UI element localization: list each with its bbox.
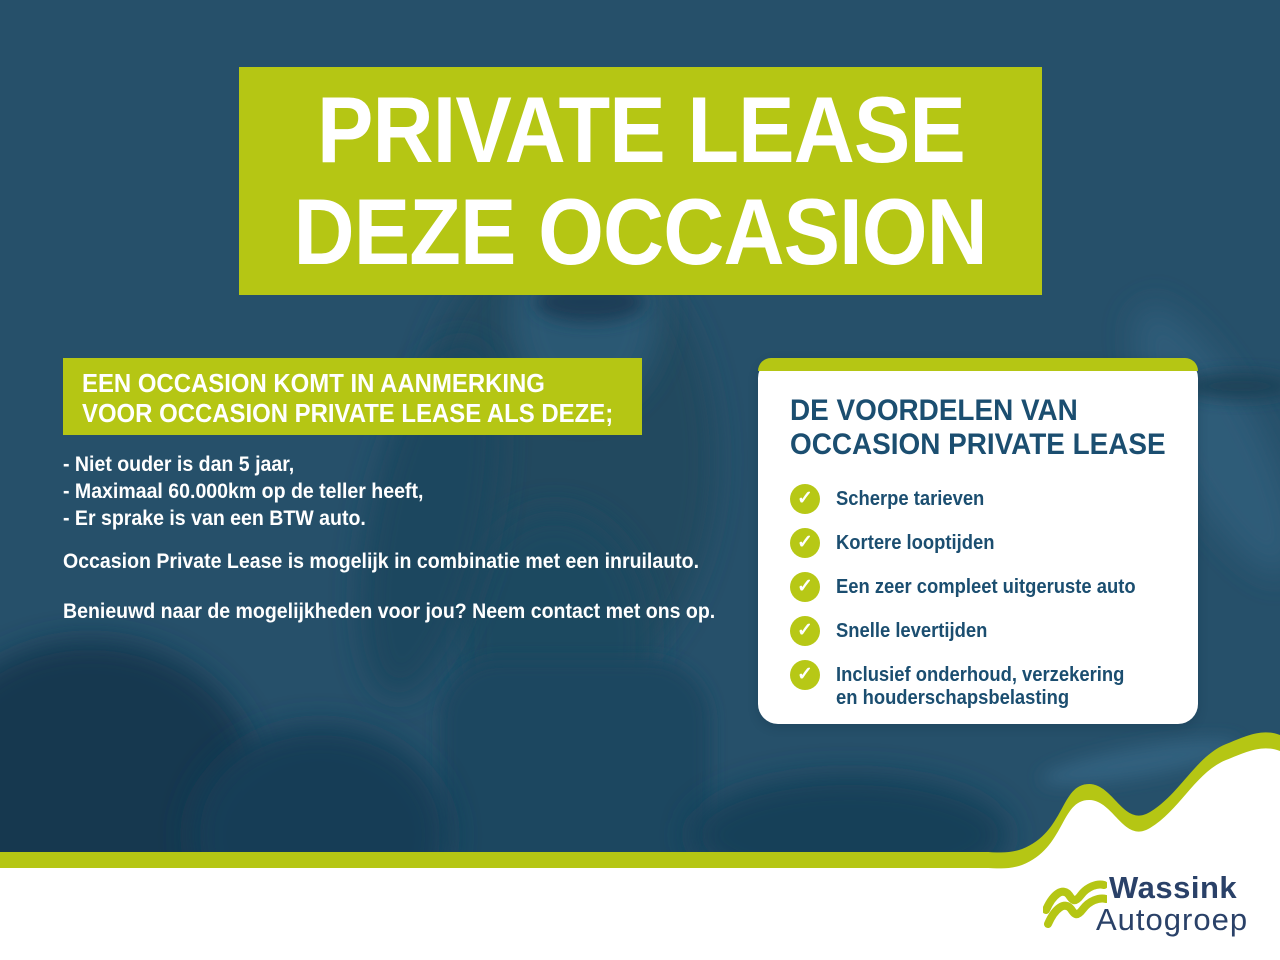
benefit-label-line2: en houderschapsbelasting xyxy=(836,687,1070,709)
card-title-line1: DE VOORDELEN VAN xyxy=(790,394,1078,427)
combination-note: Occasion Private Lease is mogelijk in combinatie met een inruilauto. xyxy=(63,550,700,573)
logo-text xyxy=(1096,870,1249,937)
qualifier-line2: VOOR OCCASION PRIVATE LEASE ALS DEZE; xyxy=(82,398,614,428)
check-glyph: ✓ xyxy=(797,620,813,641)
check-icon xyxy=(790,484,820,514)
check-glyph: ✓ xyxy=(797,532,813,553)
conditions-copy xyxy=(63,451,764,625)
benefit-item xyxy=(790,528,1178,558)
contact-note: Benieuwd naar de mogelijkheden voor jou? Neem contact met ons op. xyxy=(63,600,716,623)
qualifier-line1: EEN OCCASION KOMT IN AANMERKING xyxy=(82,368,545,398)
benefit-label: Snelle levertijden xyxy=(836,620,988,642)
benefit-label: Kortere looptijden xyxy=(836,532,995,554)
condition-item: - Niet ouder is dan 5 jaar, xyxy=(63,453,295,476)
check-icon xyxy=(790,616,820,646)
condition-item: - Maximaal 60.000km op de teller heeft, xyxy=(63,480,424,503)
check-icon xyxy=(790,660,820,690)
qualifier-banner xyxy=(63,358,642,435)
check-icon xyxy=(790,528,820,558)
benefit-label: Scherpe tarieven xyxy=(836,488,985,510)
benefit-item xyxy=(790,484,1178,514)
logo-name: Wassink xyxy=(1109,870,1238,905)
check-icon xyxy=(790,572,820,602)
benefit-item xyxy=(790,616,1178,646)
check-glyph: ✓ xyxy=(797,664,813,685)
card-title xyxy=(790,394,1166,462)
benefit-item xyxy=(790,660,1178,710)
hero-title-line2: DEZE OCCASION xyxy=(293,179,988,284)
card-title-line2: OCCASION PRIVATE LEASE xyxy=(790,428,1166,461)
hero-title-line1: PRIVATE LEASE xyxy=(316,77,965,182)
benefits-card xyxy=(758,358,1198,724)
wassink-autogroep-logo xyxy=(1043,872,1253,944)
condition-item: - Er sprake is van een BTW auto. xyxy=(63,507,366,530)
benefit-item xyxy=(790,572,1178,602)
check-glyph: ✓ xyxy=(797,576,813,597)
benefit-label: Een zeer compleet uitgeruste auto xyxy=(836,576,1136,598)
benefit-label: Inclusief onderhoud, verzekering xyxy=(836,664,1125,686)
logo-suffix: Autogroep xyxy=(1096,902,1249,937)
check-glyph: ✓ xyxy=(797,488,813,509)
hero-banner xyxy=(239,67,1042,295)
card-body xyxy=(790,394,1178,724)
card-accent-strip xyxy=(758,358,1198,371)
